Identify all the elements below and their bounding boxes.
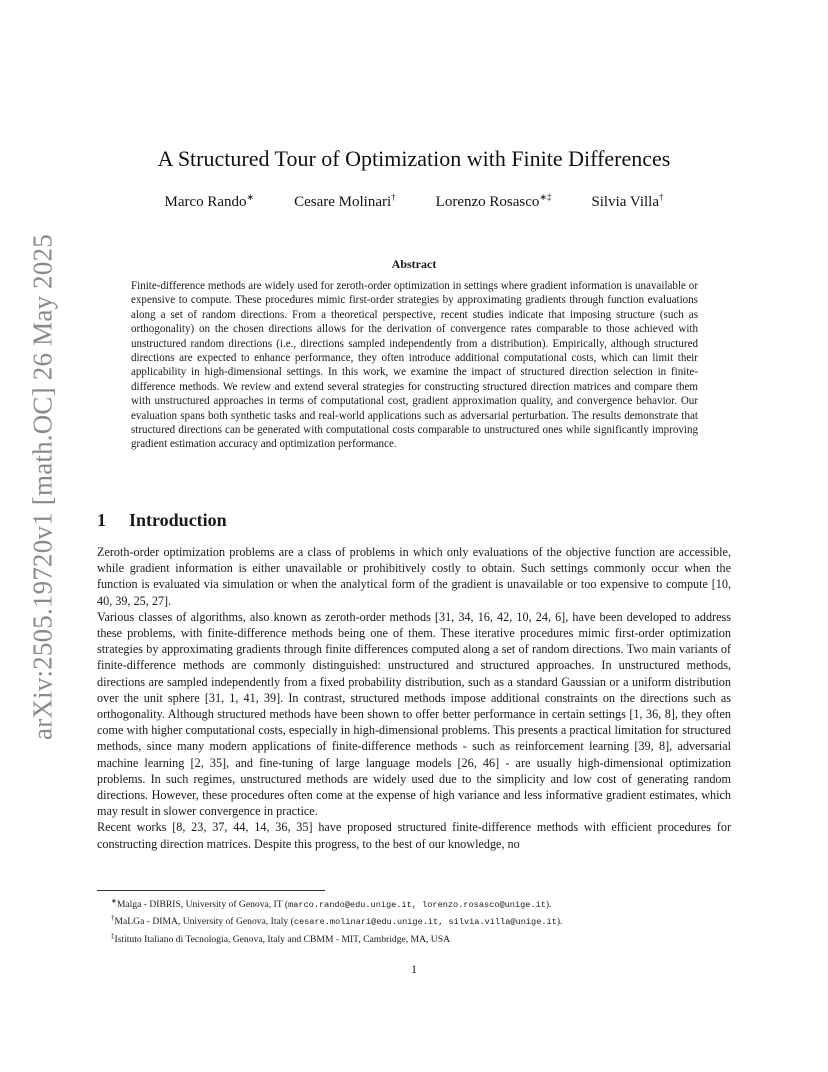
arxiv-identifier-stamp xyxy=(22,234,64,740)
paragraph: Various classes of algorithms, also known as zeroth-order methods [31, 34, 16, 42, 10, 24, 6], have been developed to address these problems, with finite-difference methods being one of them. These iterative procedures mimic first-order optimization strategies by approximating gradients through finite differences computed along a set of random directions. Two main variants of finite-difference methods are commonly distinguished: unstructured and structured approaches. In unstructured methods, directions are sampled independently from a fixed probability distribution, such as a standard Gaussian or a uniform distribution over the unit sphere [31, 1, 41, 39]. In contrast, structured methods impose additional constraints on the directions such as orthogonality. Although structured methods have been shown to offer better performance in certain settings [1, 36, 8], they often come with higher computational costs, especially in high-dimensional problems. This presents a practical limitation for structured methods, since many modern applications of finite-difference methods - such as reinforcement learning [39, 8], adversarial machine learning [2, 35], and fine-tuning of large language models [26, 46] - are usually high-dimensional optimization problems. In such regimes, unstructured methods are widely used due to the simplicity and low cost of generating random directions. However, these procedures often come at the expense of high variance and less informative gradient estimates, which may result in slower convergence in practice. xyxy=(97,609,731,819)
paragraph: Recent works [8, 23, 37, 44, 14, 36, 35] have proposed structured finite-difference methods with efficient procedures for constructing direction matrices. Despite this progress, to the best of our knowledge, no xyxy=(97,820,731,851)
arxiv-identifier-text: arXiv:2505.19720v1 [math.OC] 26 May 2025 xyxy=(27,234,58,740)
footnote: ‡Istituto Italiano di Tecnologia, Genova, Italy and CBMM - MIT, Cambridge, MA, USA xyxy=(111,931,451,945)
section-title: Introduction xyxy=(129,510,227,530)
footnote-rule xyxy=(97,890,325,891)
email-links[interactable]: marco.rando@edu.unige.it, lorenzo.rosasco@unige.it xyxy=(288,900,546,911)
section-heading xyxy=(97,510,227,531)
author-name: Silvia Villa† xyxy=(591,192,664,210)
footnote: ∗Malga - DIBRIS, University of Genova, IT (marco.rando@edu.unige.it, lorenzo.rosasco@unige.it). xyxy=(111,897,552,911)
author-name: Lorenzo Rosasco∗‡ xyxy=(435,192,552,210)
author-name: Marco Rando∗ xyxy=(164,192,255,210)
page-number: 1 xyxy=(411,962,417,976)
author-list xyxy=(96,192,732,211)
footnote: †MaLGa - DIMA, University of Genova, Italy (cesare.molinari@edu.unige.it, silvia.villa@unige.it). xyxy=(111,914,563,928)
paragraph: Zeroth-order optimization problems are a class of problems in which only evaluations of the objective function are accessible, while gradient information is either unavailable or prohibitively costly to obtain. Such settings commonly occur when the function is evaluated via simulation or when the analytical form of the gradient is unavailable or too expensive to compute [10, 40, 39, 25, 27]. xyxy=(97,545,731,608)
abstract-heading: Abstract xyxy=(391,257,437,271)
section-body xyxy=(97,544,731,852)
section-number: 1 xyxy=(97,510,106,530)
footnotes xyxy=(111,895,731,946)
paper-title: A Structured Tour of Optimization with Finite Differences xyxy=(157,146,671,171)
email-links[interactable]: cesare.molinari@edu.unige.it, silvia.villa@unige.it xyxy=(293,917,557,928)
author-name: Cesare Molinari† xyxy=(294,192,396,210)
abstract-text: Finite-difference methods are widely used for zeroth-order optimization in settings where gradient information is unavailable or expensive to compute. These procedures mimic first-order strategies by approximating gradients through function evaluations along a set of random directions. From a theoretical perspective, recent studies indicate that imposing structure (such as orthogonality) on the chosen directions allows for the derivation of convergence rates comparable to those achieved with unstructured random directions (i.e., directions sampled independently from a distribution). Empirically, although structured directions are expected to enhance performance, they often introduce additional computational costs, which can limit their applicability in high-dimensional settings. In this work, we examine the impact of structured direction selection in finite-difference methods. We review and extend several strategies for constructing structured direction matrices and compare them with unstructured approaches in terms of computational cost, gradient approximation quality, and convergence behavior. Our evaluation spans both synthetic tasks and real-world applications such as adversarial perturbation. The results demonstrate that structured directions can be generated with computational costs comparable to unstructured ones while significantly improving gradient estimation accuracy and optimization performance. xyxy=(131,280,698,451)
